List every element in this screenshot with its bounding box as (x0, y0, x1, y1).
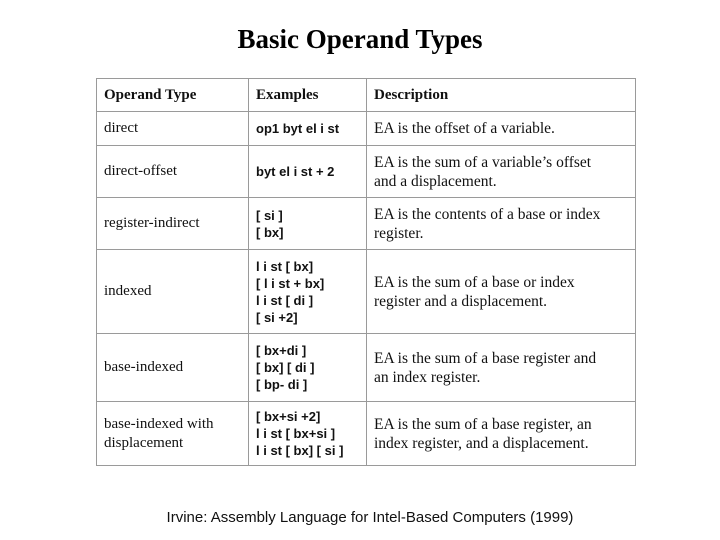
cell-line: register-indirect (104, 215, 200, 231)
operand-type-cell (97, 334, 249, 402)
cell-line: register and a displacement. (374, 292, 548, 310)
cell-line: register. (374, 224, 424, 242)
examples-cell (249, 250, 367, 334)
cell-line: EA is the sum of a base register, an (374, 415, 592, 433)
table-row (97, 334, 636, 402)
cell-line: index register, and a displacement. (374, 434, 589, 452)
cell-line: [ bp- di ] (256, 377, 308, 392)
description-cell (367, 112, 636, 146)
cell-line: l i st [ di ] (256, 292, 314, 308)
cell-line: l i st [ bx+si ] (256, 426, 336, 441)
table-row (97, 112, 636, 146)
cell-line: [ si +2] (256, 309, 298, 325)
description-cell (367, 146, 636, 198)
description-cell (367, 198, 636, 250)
examples-cell (249, 198, 367, 250)
description-cell (367, 402, 636, 466)
cell-line: [ si ] (256, 207, 283, 223)
description-cell (367, 334, 636, 402)
cell-line: base-indexed (104, 359, 184, 375)
operand-types-table (96, 78, 636, 466)
examples-cell (249, 146, 367, 198)
cell-line: base-indexed with (104, 415, 214, 432)
citation-caption: Irvine: Assembly Language for Intel-Based Computers (1999) (166, 509, 574, 526)
examples-cell (249, 334, 367, 402)
operand-type-cell (97, 112, 249, 146)
operand-type-cell (97, 198, 249, 250)
cell-line: and a displacement. (374, 172, 497, 190)
cell-line: [ bx] [ di ] (256, 360, 315, 375)
cell-line: byt el i st + 2 (256, 164, 335, 179)
cell-line: op1 byt el i st (256, 121, 340, 136)
operand-type-cell (97, 402, 249, 466)
cell-line: [ bx+si +2] (256, 409, 321, 424)
cell-line: EA is the offset of a variable. (374, 120, 555, 137)
header-operand-type: Operand Type (97, 79, 249, 112)
cell-line: EA is the contents of a base or index (374, 205, 601, 223)
header-row (97, 79, 636, 112)
slide-title: Basic Operand Types (237, 24, 483, 54)
cell-line: EA is the sum of a variable’s offset (374, 153, 592, 171)
operand-type-cell (97, 250, 249, 334)
table-row (97, 198, 636, 250)
description-cell (367, 250, 636, 334)
cell-line: direct (104, 120, 139, 136)
header-description: Description (367, 79, 636, 112)
cell-line: l i st [ bx] [ si ] (256, 443, 344, 458)
operand-type-cell (97, 146, 249, 198)
cell-line: an index register. (374, 368, 481, 386)
cell-line: direct-offset (104, 163, 178, 179)
header-examples: Examples (249, 79, 367, 112)
cell-line: EA is the sum of a base register and (374, 349, 597, 367)
cell-line: [ l i st + bx] (256, 275, 325, 291)
examples-cell (249, 112, 367, 146)
examples-cell (249, 402, 367, 466)
table-row (97, 402, 636, 466)
table-row (97, 250, 636, 334)
cell-line: EA is the sum of a base or index (374, 273, 575, 291)
cell-line: [ bx] (256, 224, 284, 240)
cell-line: displacement (104, 434, 184, 451)
cell-line: l i st [ bx] (256, 258, 314, 274)
cell-line: [ bx+di ] (256, 343, 307, 358)
table-row (97, 146, 636, 198)
cell-line: indexed (104, 283, 152, 299)
